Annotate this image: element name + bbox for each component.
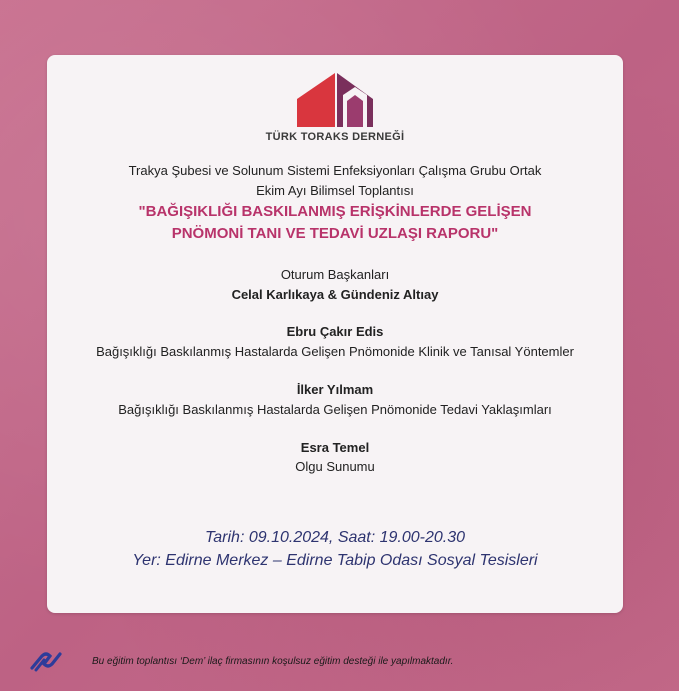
- speaker-name: İlker Yılmam: [296, 382, 374, 397]
- organization-name: TÜRK TORAKS DERNEĞİ: [265, 131, 405, 143]
- intro-line-2: Ekim Ayı Bilimsel Toplantısı: [256, 183, 414, 198]
- speaker-name: Ebru Çakır Edis: [286, 324, 384, 339]
- event-place: Yer: Edirne Merkez – Edirne Tabip Odası Sosyal Tesisleri: [132, 552, 538, 569]
- chairs-label: Oturum Başkanları: [280, 267, 390, 282]
- event-date: Tarih: 09.10.2024, Saat: 19.00-20.30: [204, 529, 466, 546]
- intro-line-1: Trakya Şubesi ve Solunum Sistemi Enfeksiyonları Çalışma Grubu Ortak: [128, 163, 542, 178]
- title-line-2: PNÖMONİ TANI VE TEDAVİ UZLAŞI RAPORU": [171, 225, 499, 242]
- dem-logo-icon: [30, 648, 64, 672]
- talk-topic: Olgu Sunumu: [295, 459, 375, 474]
- speaker-name: Esra Temel: [300, 440, 370, 455]
- chairs-names: Celal Karlıkaya & Gündeniz Altıay: [231, 287, 439, 302]
- talk-topic: Bağışıklığı Baskılanmış Hastalarda Gelişen Pnömonide Klinik ve Tanısal Yöntemler: [96, 344, 574, 359]
- sponsor-note: Bu eğitim toplantısı ‘Dem’ ilaç firmasının koşulsuz eğitim desteği ile yapılmaktadır.: [92, 656, 454, 667]
- title-line-1: "BAĞIŞIKLIĞI BASKILANMIŞ ERİŞKİNLERDE GELİŞEN: [138, 203, 532, 220]
- talk-topic: Bağışıklığı Baskılanmış Hastalarda Gelişen Pnömonide Tedavi Yaklaşımları: [118, 402, 552, 417]
- turk-toraks-logo-icon: [293, 65, 379, 139]
- invitation-card: [47, 55, 623, 613]
